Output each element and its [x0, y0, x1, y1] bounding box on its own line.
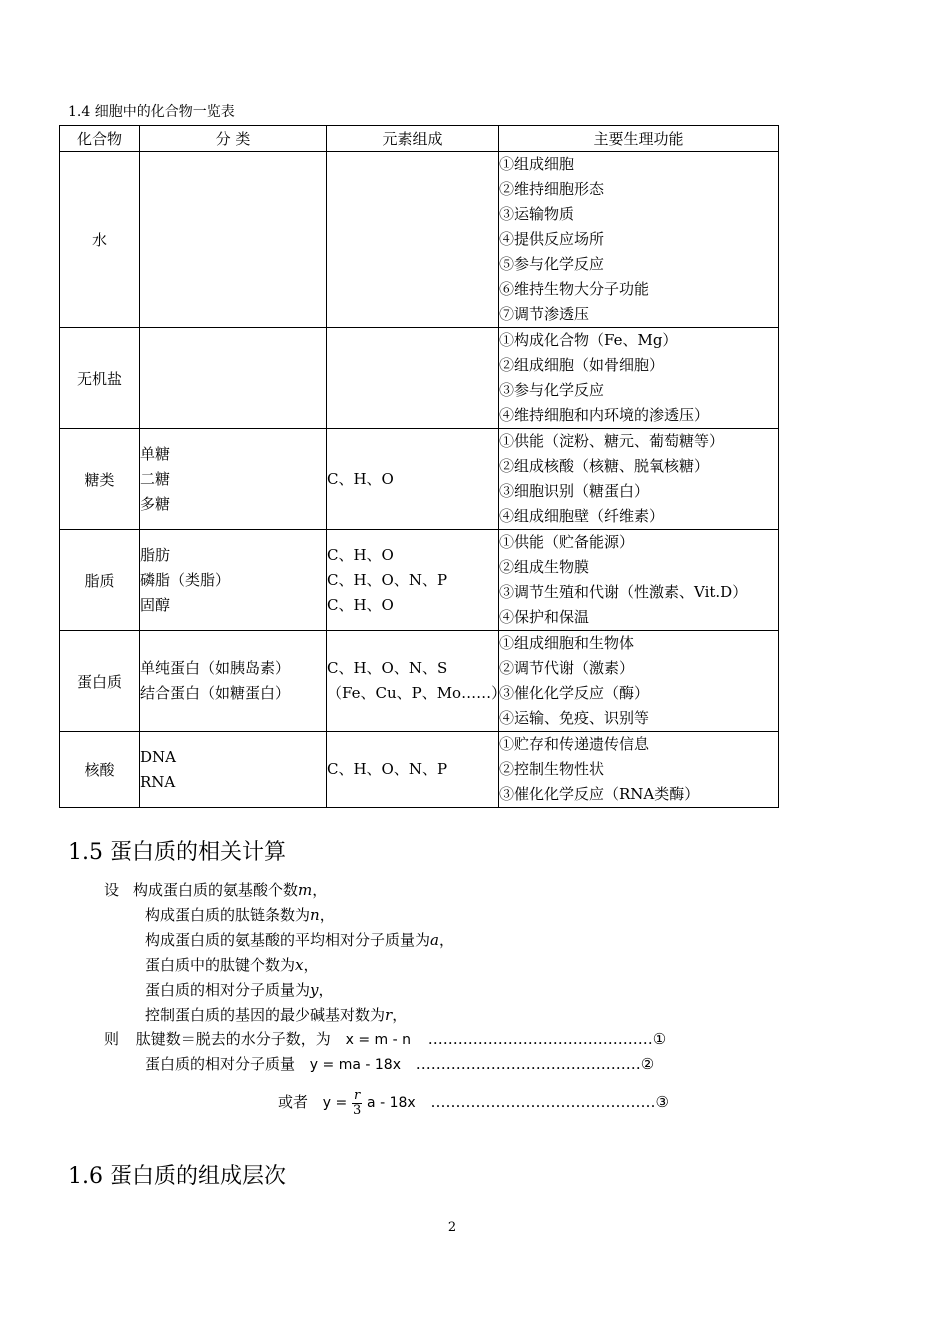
definition-variable: m [298, 881, 313, 899]
category-cell [140, 732, 327, 808]
formula-1: x = m - n [345, 1032, 411, 1048]
definition-text: 构成蛋白质的肽链条数为 [145, 906, 311, 924]
element-line: C、H、O、N、S [327, 659, 448, 677]
function-line: ①组成细胞 [499, 155, 575, 173]
element-line: C、H、O [327, 595, 394, 614]
function-line: ⑤参与化学反应 [499, 255, 605, 273]
category-cell [140, 530, 327, 631]
function-line: ①贮存和传递遗传信息 [499, 735, 650, 753]
function-line: ③调节生殖和代谢（性激素、Vit.D） [499, 583, 748, 601]
leader-3: ……………………………………… [430, 1093, 656, 1111]
function-line: ①构成化合物（Fe、Mg） [499, 331, 678, 349]
definition-text: 蛋白质中的肽键个数为 [145, 956, 296, 974]
function-line: ①供能（淀粉、糖元、葡萄糖等） [499, 432, 725, 450]
compound-name: 脂质 [60, 530, 140, 631]
category-line: 结合蛋白（如糖蛋白） [140, 684, 291, 702]
category-cell [140, 429, 327, 530]
function-line: ②组成生物膜 [499, 558, 590, 576]
table-row [60, 631, 779, 732]
definition-line [145, 905, 335, 925]
category-cell [140, 152, 327, 328]
section-title-1-6: 1.6 蛋白质的组成层次 [68, 1164, 286, 1189]
definition-variable: x [295, 956, 304, 974]
definition-variable: a [430, 931, 439, 949]
compound-name: 糖类 [60, 429, 140, 530]
let-label: 设 [104, 881, 120, 899]
formula-3-text: 或者 [278, 1093, 309, 1111]
compound-name: 蛋白质 [60, 631, 140, 732]
function-line: ④提供反应场所 [499, 230, 605, 248]
leader-1: ……………………………………… [427, 1030, 653, 1048]
elements-cell [327, 732, 499, 808]
header-elements: 元素组成 [327, 126, 499, 152]
formula-2: y = ma - 18x [309, 1057, 401, 1073]
table-caption: 1.4 细胞中的化合物一览表 [68, 104, 235, 120]
category-line: RNA [140, 772, 176, 791]
function-line: ③参与化学反应 [499, 381, 605, 399]
formula-2-text: 蛋白质的相对分子质量 [145, 1055, 296, 1073]
element-line: C、H、O [327, 545, 394, 564]
element-line: （Fe、Cu、P、Mo……） [327, 684, 507, 702]
header-compound: 化合物 [60, 126, 140, 152]
category-line: 单糖 [140, 444, 171, 463]
definition-variable: r [385, 1006, 393, 1024]
function-line: ②组成核酸（核糖、脱氧核糖） [499, 457, 710, 475]
table-row [60, 429, 779, 530]
element-line: C、H、O、N、P [327, 570, 448, 589]
function-line: ③细胞识别（糖蛋白） [499, 482, 650, 500]
formula-mark-3: ③ [655, 1093, 669, 1111]
function-line: ④维持细胞和内环境的渗透压） [499, 406, 710, 424]
function-line: ④运输、免疫、识别等 [499, 709, 650, 727]
function-line: ②调节代谢（激素） [499, 659, 635, 677]
header-function: 主要生理功能 [499, 126, 779, 152]
formula-3-lhs: y = [322, 1095, 348, 1111]
formula-line-3 [278, 1082, 669, 1123]
function-line: ⑥维持生物大分子功能 [499, 280, 650, 298]
formula-3-rhs: a - 18x [367, 1095, 416, 1111]
category-line: 多糖 [140, 494, 171, 513]
definition-line [145, 955, 319, 975]
category-line: 二糖 [140, 469, 171, 488]
formula-3-fraction [352, 1089, 362, 1118]
definition-text: 构成蛋白质的氨基酸个数 [133, 881, 299, 899]
table-row [60, 732, 779, 808]
formula-line-2 [145, 1054, 654, 1075]
function-line: ③催化化学反应（RNA类酶） [499, 785, 700, 803]
function-cell [499, 152, 779, 328]
definition-variable: n [310, 906, 320, 924]
header-category: 分 类 [140, 126, 327, 152]
function-line: ③催化化学反应（酶） [499, 684, 650, 702]
category-line: DNA [140, 747, 176, 766]
definition-end: ， [392, 1006, 408, 1024]
function-line: ③运输物质 [499, 205, 575, 223]
elements-cell [327, 530, 499, 631]
formula-1-text: 肽键数＝脱去的水分子数，为 [135, 1030, 331, 1048]
formula-mark-2: ② [640, 1055, 655, 1073]
definition-end: ， [438, 931, 454, 949]
page-number: 2 [447, 1220, 457, 1235]
element-line: C、H、O [327, 469, 394, 488]
definition-text: 构成蛋白质的氨基酸的平均相对分子质量为 [145, 931, 431, 949]
definition-end: ， [303, 956, 319, 974]
function-cell [499, 631, 779, 732]
definition-end: ， [319, 906, 335, 924]
function-line: ④组成细胞壁（纤维素） [499, 507, 665, 525]
function-line: ②控制生物性状 [499, 760, 605, 778]
category-line: 磷脂（类脂） [140, 570, 231, 589]
function-line: ④保护和保温 [499, 608, 590, 626]
category-line: 脂肪 [140, 545, 171, 564]
definition-line [133, 880, 327, 900]
category-cell [140, 328, 327, 429]
compound-name: 无机盐 [60, 328, 140, 429]
definition-text: 控制蛋白质的基因的最少碱基对数为 [145, 1006, 386, 1024]
category-line: 固醇 [140, 595, 171, 614]
definition-line [145, 930, 454, 950]
leader-2: ……………………………………… [415, 1055, 641, 1073]
category-cell [140, 631, 327, 732]
definition-text: 蛋白质的相对分子质量为 [145, 981, 311, 999]
function-cell [499, 732, 779, 808]
table-row [60, 328, 779, 429]
elements-cell [327, 631, 507, 732]
function-cell [499, 328, 779, 429]
function-line: ①组成细胞和生物体 [499, 634, 635, 652]
function-cell [499, 429, 779, 530]
function-line: ⑦调节渗透压 [499, 305, 590, 323]
definition-end: ， [318, 981, 334, 999]
compound-name: 水 [60, 152, 140, 328]
definition-line [145, 980, 334, 1000]
function-cell [499, 530, 779, 631]
definition-line [145, 1005, 407, 1025]
function-line: ①供能（贮备能源） [499, 533, 635, 551]
definition-end: ， [312, 881, 328, 899]
compound-table [59, 125, 779, 808]
table-row [60, 152, 779, 328]
element-line: C、H、O、N、P [327, 760, 448, 778]
table-row [60, 530, 779, 631]
then-label: 则 [104, 1030, 120, 1048]
fraction-denominator: 3 [353, 1102, 362, 1118]
elements-cell [327, 328, 499, 429]
table-body [60, 152, 779, 808]
definition-variable: y [310, 981, 319, 999]
function-line: ②组成细胞（如骨细胞） [499, 356, 665, 374]
formula-mark-1: ① [652, 1030, 667, 1048]
compound-name: 核酸 [60, 732, 140, 808]
fraction-numerator: r [354, 1087, 361, 1103]
section-title-1-5: 1.5 蛋白质的相关计算 [68, 840, 286, 865]
formula-line-1 [104, 1029, 666, 1050]
elements-cell [327, 429, 499, 530]
function-line: ②维持细胞形态 [499, 180, 605, 198]
elements-cell [327, 152, 499, 328]
category-line: 单纯蛋白（如胰岛素） [140, 659, 291, 677]
table-header-row [60, 126, 779, 152]
